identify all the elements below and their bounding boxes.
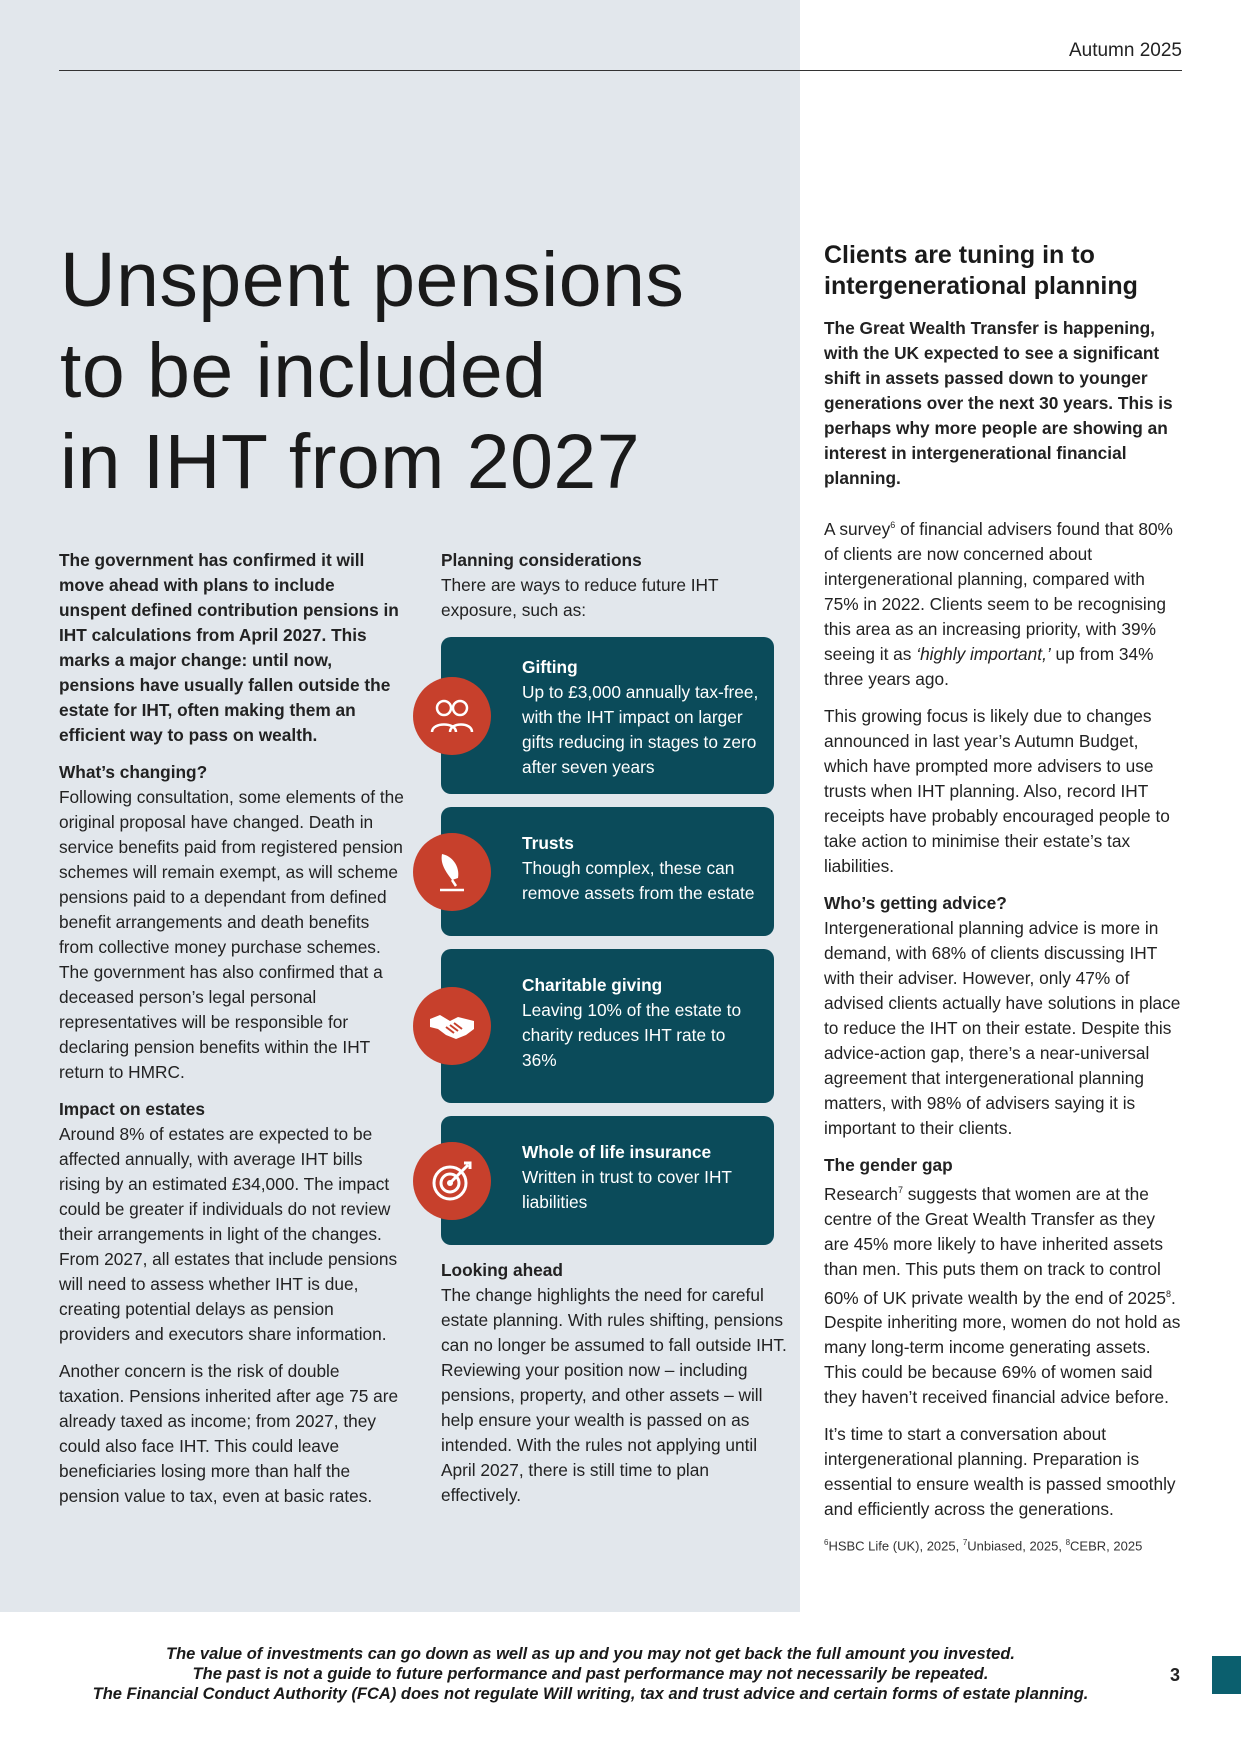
card-trusts <box>441 807 774 936</box>
regulatory-disclaimer <box>0 1644 1241 1704</box>
page-title <box>60 235 760 508</box>
article-column-1 <box>59 548 404 1521</box>
gender-gap-heading: The gender gap <box>824 1154 953 1175</box>
card-title: Gifting <box>522 657 578 677</box>
survey-paragraph: A survey$^6$ of financial advisers found that 80% of clients are now concerned about intergenerational planning, compared with 75% in 2022. Clients seem to be recognising this area as an increasing priority, with 39% seeing it as ‘highly important,’ up from 34% three years ago. <box>824 518 1173 689</box>
footnote-ref: 7 <box>897 1184 903 1195</box>
title-line-3: in IHT from 2027 <box>60 419 641 505</box>
title-line-1: Unspent pensions <box>60 237 685 323</box>
looking-ahead-text: The change highlights the need for careful estate planning. With rules shifting, pensions can no longer be assumed to fall outside IHT. Reviewing your position now – including pensions, property, and other assets – will help ensure your wealth is passed on as intended. With the rules not applying until April 2027, there is still time to plan effectively. <box>441 1285 787 1505</box>
card-title: Whole of life insurance <box>522 1142 712 1162</box>
quill-pen-icon <box>413 833 491 911</box>
looking-ahead-heading: Looking ahead <box>441 1260 563 1280</box>
disclaimer-line-3: The Financial Conduct Authority (FCA) does not regulate Will writing, tax and trust advice and certain forms of estate planning. <box>92 1685 1089 1703</box>
impact-heading: Impact on estates <box>59 1099 205 1119</box>
people-icon <box>413 677 491 755</box>
planning-heading: Planning considerations <box>441 550 642 570</box>
card-text: Though complex, these can remove assets from the estate <box>522 858 755 903</box>
article-column-2 <box>441 548 793 1520</box>
highly-important-quote: ‘highly important,’ <box>916 643 1051 664</box>
advice-heading: Who’s getting advice? <box>824 892 1007 913</box>
intro-paragraph: The government has confirmed it will move ahead with plans to include unspent defined contribution pensions in IHT calculations from April 2027. This marks a major change: until now, pensions have usually fallen outside the estate for IHT, often making them an efficient way to pass on wealth. <box>59 550 399 745</box>
card-title: Trusts <box>522 833 574 853</box>
planning-text: There are ways to reduce future IHT exposure, such as: <box>441 575 719 620</box>
sidebar-heading: Clients are tuning in to intergenerational planning <box>824 241 1138 300</box>
target-icon <box>413 1142 491 1220</box>
card-title: Charitable giving <box>522 975 663 995</box>
whats-changing-text: Following consultation, some elements of the original proposal have changed. Death in service benefits paid from registered pension schemes will remain exempt, as will scheme pensions paid to a dependant from defined benefit arrangements and death benefits from collective money purchase schemes. The government has also confirmed that a deceased person’s legal personal representatives will be responsible for declaring pension benefits within the IHT return to HMRC. <box>59 787 404 1082</box>
issue-season: Autumn 2025 <box>1068 40 1182 61</box>
title-line-2: to be included <box>60 328 547 414</box>
page-edge-tab <box>1212 1656 1241 1694</box>
whats-changing-heading: What’s changing? <box>59 762 208 782</box>
article-column-3 <box>824 240 1184 1559</box>
header-rule <box>59 70 1182 71</box>
footnotes: $^6$HSBC Life (UK), 2025, $^7$Unbiased, 2025, $^8$CEBR, 2025 <box>824 1538 1143 1554</box>
card-whole-of-life-insurance <box>441 1116 774 1245</box>
disclaimer-line-2: The past is not a guide to future performance and past performance may not necessarily be repeated. <box>192 1665 989 1683</box>
advice-text: Intergenerational planning advice is more in demand, with 68% of clients discussing IHT with their adviser. However, only 47% of advised clients actually have solutions in place to reduce the IHT on their estate. Despite this advice-action gap, there’s a near-universal agreement that intergenerational planning matters, with 98% of advisers saying it is important to their clients. <box>824 917 1181 1138</box>
card-gifting <box>441 637 774 794</box>
footnote-ref: 6 <box>890 520 896 530</box>
planning-cards <box>441 637 793 1245</box>
card-text: Up to £3,000 annually tax-free, with the IHT impact on larger gifts reducing in stages to zero after seven years <box>522 682 759 777</box>
handshake-icon <box>413 987 491 1065</box>
card-text: Written in trust to cover IHT liabilities <box>522 1167 732 1212</box>
double-taxation-text: Another concern is the risk of double taxation. Pensions inherited after age 75 are already taxed as income; from 2027, they could also face IHT. This could leave beneficiaries losing more than half the pension value to tax, even at basic rates. <box>59 1361 399 1506</box>
footnote-ref: 8 <box>1166 1288 1172 1299</box>
disclaimer-line-1: The value of investments can go down as well as up and you may not get back the full amount you invested. <box>166 1645 1015 1663</box>
page-number: 3 <box>1170 1665 1181 1685</box>
card-text: Leaving 10% of the estate to charity reduces IHT rate to 36% <box>522 1000 742 1070</box>
impact-text: Around 8% of estates are expected to be affected annually, with average IHT bills rising by an estimated £34,000. The impact could be greater if individuals do not review their arrangements in light of the changes. From 2027, all estates that include pensions will need to assess whether IHT is due, creating potential delays as pension providers and executors share information. <box>59 1124 398 1344</box>
gender-gap-text: Research$^7$ suggests that women are at the centre of the Great Wealth Transfer as they are 45% more likely to have inherited assets than men. This puts them on track to control 60% of UK private wealth by the end of 2025$^8$. Despite inheriting more, women do not hold as many long-term income generating assets. This could be because 69% of women said they haven’t received financial advice before. <box>824 1183 1181 1408</box>
closing-paragraph: It’s time to start a conversation about intergenerational planning. Preparation is essential to ensure wealth is passed smoothly and efficiently across the generations. <box>824 1424 1176 1520</box>
card-charitable-giving <box>441 949 774 1103</box>
focus-paragraph: This growing focus is likely due to changes announced in last year’s Autumn Budget, which have prompted more advisers to use trusts when IHT planning. Also, record IHT receipts have probably encouraged people to take action to minimise their estate’s tax liabilities. <box>824 705 1170 876</box>
sidebar-intro: The Great Wealth Transfer is happening, with the UK expected to see a significant shift in assets passed down to younger generations over the next 30 years. This is perhaps why more people are showing an interest in intergenerational financial planning. <box>824 318 1173 488</box>
